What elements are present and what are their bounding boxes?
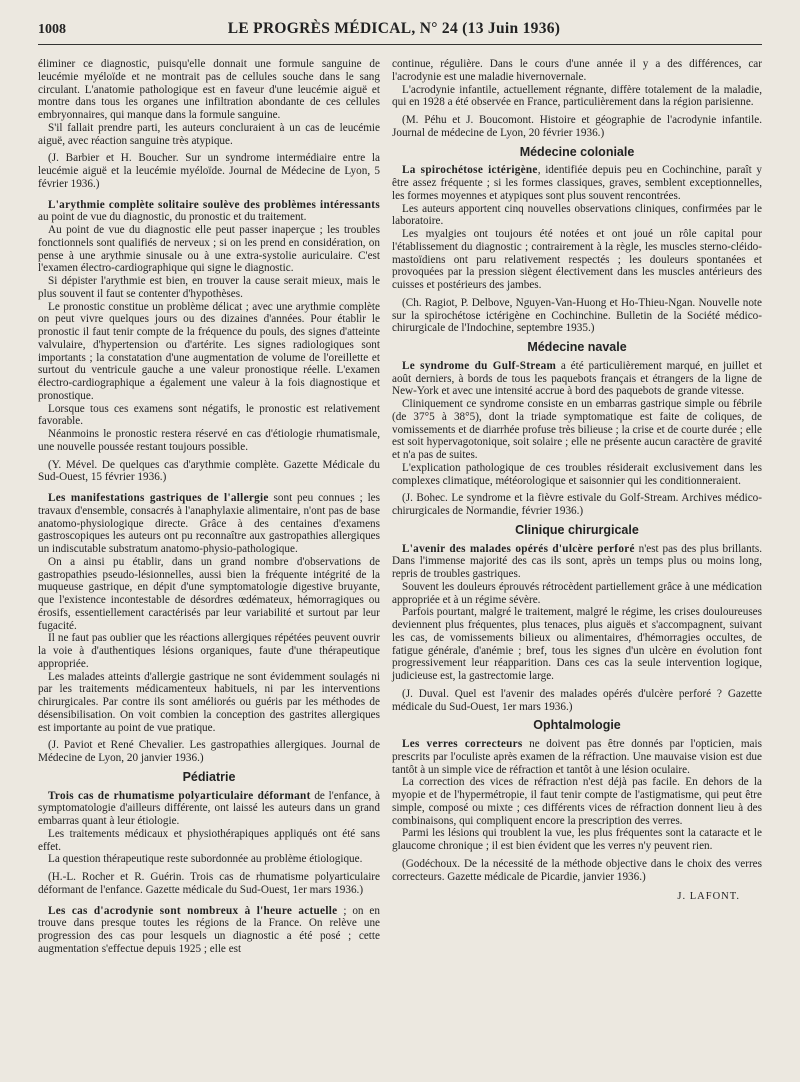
paragraph: Parmi les lésions qui troublent la vue, les plus fréquentes sont la cataracte et le glaucome chronique ; il est bien évident que les verres n'y peuvent rien.	[392, 827, 762, 852]
reference: (J. Duval. Quel est l'avenir des malades opérés d'ulcère perforé ? Gazette médicale du Sud-Ouest, 1er mars 1936.)	[392, 687, 762, 713]
journal-title: LE PROGRÈS MÉDICAL, N° 24 (13 Juin 1936)	[227, 20, 561, 37]
paragraph: L'explication pathologique de ces troubles résiderait exclusivement dans les complexes climatique, météorologique et saisonnier qui les conditionneraient.	[392, 461, 762, 487]
paragraph: Il ne faut pas oublier que les réactions allergiques répétées peuvent ouvrir la voie à d'authentiques lésions organiques, faute d'une thérapeutique appropriée.	[38, 632, 380, 670]
article-verres: Les verres correcteurs ne doivent pas être donnés par l'opticien, mais prescrits par l'oculiste après examen de la réfraction. Une mauvaise vision est due tantôt à un simple vice de réfraction et tantôt à une lésion oculaire.	[392, 738, 762, 776]
page-header	[38, 20, 762, 40]
paragraph: éliminer ce diagnostic, puisqu'elle donnait une formule sanguine de leucémie myéloïde et ne montrait pas de cellules souche dans le sang circulant. L'anatomie pathologique est en faveur d'une leucémie aiguë et montre dans tous les organes une infiltration abondante de ces cellules embryonnaires, qui manque dans la formule sanguine.	[38, 58, 380, 121]
paragraph: Le pronostic constitue un problème délicat ; avec une arythmie complète on peut vivre quelques jours ou des dizaines d'années. Pour établir le pronostic il faut tenir compte de la fréquence du pouls, des signes d'atteinte valvulaire, d'hypertension ou d'artérite. Les signes radiologiques sont importants ; la constatation d'une augmentation de volume de l'oreillette et surtout du ventricule gauche a une valeur pronostique réelle. L'examen électro-cardiographique a également une valeur à la fois diagnostique et pronostique.	[38, 300, 380, 402]
article-lead: Le syndrome du Gulf-Stream	[402, 359, 557, 372]
reference: (Godéchoux. De la nécessité de la méthode objective dans le choix des verres correcteurs. Gazette médicale de Picardie, janvier 1936.)	[392, 857, 762, 883]
right-column	[392, 58, 762, 904]
article-lead: L'avenir des malades opérés d'ulcère perforé	[402, 542, 635, 555]
paragraph: S'il fallait prendre parti, les auteurs concluraient à un cas de leucémie aiguë, avec réaction sanguine très atypique.	[38, 121, 380, 147]
section-heading-navale: Médecine navale	[527, 340, 627, 354]
section-heading-clinique: Clinique chirurgicale	[515, 522, 639, 537]
paragraph: Au point de vue du diagnostic elle peut passer inaperçue ; les troubles fonctionnels sont qualifiés de nerveux ; si on les prend en considération, on pense à une arythmie sinusale ou à une extra-systolie auriculaire. C'est l'examen électro-cardiographique qui signe le diagnostic.	[38, 224, 380, 275]
paragraph: Néanmoins le pronostic restera réservé en cas d'étiologie rhumatismale, une nouvelle poussée restant toujours possible.	[38, 428, 380, 453]
reference: (H.-L. Rocher et R. Guérin. Trois cas de rhumatisme polyarticulaire déformant de l'enfance. Gazette médicale du Sud-Ouest, 1er mars 1936.)	[38, 871, 380, 896]
article-gastro: Les manifestations gastriques de l'allergie sont peu connues ; les travaux d'ensemble, consacrés à l'anaphylaxie alimentaire, n'ont pas de base anatomo-physiologique directe. Grâce à des centaines d'examens gastroscopiques les auteurs ont pu reconnaître aux gastropathies allergiques un indiscutable substratum anatomo-physio-pathologique.	[38, 492, 380, 555]
article-gulf-stream: Le syndrome du Gulf-Stream a été particulièrement marqué, en juillet et août derniers, à bords de tous les paquebots français et étrangers de la ligne de New-York et avec une intensité accrue à bord des paquebots de grande vitesse.	[392, 359, 763, 398]
article-lead: Les cas d'acrodynie sont nombreux à l'heure actuelle	[48, 904, 338, 917]
reference: (J. Paviot et René Chevalier. Les gastropathies allergiques. Journal de Médecine de Lyon, 20 janvier 1936.)	[38, 739, 380, 764]
section-heading-ophtalmologie: Ophtalmologie	[533, 718, 621, 733]
paragraph: continue, régulière. Dans le cours d'une année il y a des différences, car l'acrodynie est une maladie hivernovernale.	[392, 58, 762, 83]
paragraph: Les myalgies ont toujours été notées et ont joué un rôle capital pour l'établissement du diagnostic ; contrairement à la règle, les muscles sterno-cléido-mastoïdiens ont paru relativement respectés ; les douleurs spontanées et provoquées par la pression siègent électivement dans les muscles antérieurs des cuisses et postérieurs des jambes.	[392, 228, 762, 291]
paragraph: Les auteurs apportent cinq nouvelles observations cliniques, confirmées par le laboratoire.	[392, 202, 762, 228]
section-heading-pediatrie: Pédiatrie	[182, 769, 236, 784]
article-acrodynie: Les cas d'acrodynie sont nombreux à l'heure actuelle ; on en trouve dans presque toutes les régions de la France. On relève une progression des cas pour lesquels un diagnostic a été posé ; cette augmentation s'effectue depuis 1925 ; elle est	[38, 904, 380, 955]
article-lead: Les manifestations gastriques de l'allergie	[48, 492, 269, 504]
paragraph: On a ainsi pu établir, dans un grand nombre d'observations de gastropathies pseudo-lésionnelles, aussi bien la fréquente intégrité de la muqueuse gastrique, en dépit d'une symptomatologie digestive bruyante, que l'existence incontestable de désordres œdémateux, hémorragiques ou érosifs, essentiellement caractérisés par leur variabilité et surtout par leur fugacité.	[38, 555, 380, 632]
article-arythmie: L'arythmie complète solitaire soulève des problèmes intéressants au point de vue du diagnostic, du pronostic et du traitement.	[38, 198, 380, 224]
paragraph: Souvent les douleurs éprouvés rétrocèdent partiellement grâce à une médication appropriée et à un régime sévère.	[392, 580, 762, 606]
article-spirochetose: La spirochétose ictérigène, identifiée depuis peu en Cochinchine, paraît y être assez fréquente ; si les formes classiques, graves, semblent exceptionnelles, les formes moyennes et atypiques sont plus souvent rencontrées.	[392, 164, 762, 202]
reference: (M. Péhu et J. Boucomont. Histoire et géographie de l'acrodynie infantile. Journal de médecine de Lyon, 20 février 1936.)	[392, 114, 762, 139]
author-signature: J. LAFONT.	[677, 891, 740, 903]
article-ulcere: L'avenir des malades opérés d'ulcère perforé n'est pas des plus brillants. Dans l'immense majorité des cas ils sont, après un temps plus ou moins long, repris de troubles gastriques.	[392, 542, 762, 580]
article-lead: Les verres correcteurs	[402, 738, 523, 750]
left-column	[38, 58, 380, 956]
paragraph: La correction des vices de réfraction n'est déjà pas facile. En dehors de la myopie et de l'hypermétropie, il faut tenir compte de l'astigmatisme, qui peut être simple, composé ou mixte ; ces différents vices de réfraction donnent lieu à des combinaisons, qui compliquent encore la prescription des verres.	[392, 776, 762, 827]
article-rhumatisme: Trois cas de rhumatisme polyarticulaire déformant de l'enfance, à symptomatologie d'ailleurs différente, ont laissé les auteurs dans un grand embarras quant à leur étiologie.	[38, 789, 380, 827]
paragraph: L'acrodynie infantile, actuellement régnante, diffère totalement de la maladie, qui en 1928 a été observée en France, particulièrement dans la région parisienne.	[392, 83, 762, 109]
paragraph: Les malades atteints d'allergie gastrique ne sont évidemment soulagés ni par les traitements médicamenteux habituels, ni par les interventions chirurgicales. Par contre ils sont améliorés ou guéris par les méthodes de désensibilisation. On voit combien la conception des gastrites allergiques est importante au point de vue pratique.	[38, 670, 380, 734]
section-heading-coloniale: Médecine coloniale	[519, 144, 635, 159]
paragraph: Parfois pourtant, malgré le traitement, malgré le régime, les crises douloureuses deviennent plus fréquentes, plus tenaces, plus aiguës et s'accompagnent, suivant les cas, de vomissements bilieux ou alimentaires, d'hémorragies occultes, de fatigue générale, d'anémie ; bref, tous les signes d'un ulcère en évolution font progressivement leur réapparition. Dans ces cas la seule intervention logique, judicieuse est, la gastrectomie large.	[392, 606, 762, 682]
article-lead: La spirochétose ictérigène	[402, 164, 538, 177]
page-number: 1008	[38, 22, 66, 37]
reference: (J. Barbier et H. Boucher. Sur un syndrome intermédiaire entre la leucémie aiguë et la leucémie myéloïde. Journal de Médecine de Lyon, 5 février 1936.)	[38, 152, 380, 190]
paragraph: Si dépister l'arythmie est bien, en trouver la cause serait mieux, mais le plus souvent il faut se contenter d'hypothèses.	[38, 275, 380, 300]
paragraph: Cliniquement ce syndrome consiste en un embarras gastrique simple ou fébrile (de 37°5 à 38°5), dont la triade symptomatique est faite de coliques, de vomissements et de diarrhée profuse très bilieuse ; la crise et de courte durée ; elle est soit hypervagotonique, soit solaire ; elle ne présente aucun caractère de gravité et n'a pas de suites.	[392, 398, 762, 461]
paragraph: Lorsque tous ces examens sont négatifs, le pronostic est relativement favorable.	[38, 402, 380, 428]
reference: (Y. Mével. De quelques cas d'arythmie complète. Gazette Médicale du Sud-Ouest, 15 février 1936.)	[38, 458, 380, 484]
header-rule	[38, 44, 762, 45]
reference: (Ch. Ragiot, P. Delbove, Nguyen-Van-Huong et Ho-Thieu-Ngan. Nouvelle note sur la spirochétose ictérigène en Cochinchine. Bulletin de la Société médico-chirurgicale de l'Indochine, septembre 1935.)	[392, 296, 762, 335]
paragraph: La question thérapeutique reste subordonnée au problème étiologique.	[48, 853, 363, 866]
paragraph: Les traitements médicaux et physiothérapiques appliqués ont été sans effet.	[38, 827, 380, 853]
article-lead: Trois cas de rhumatisme polyarticulaire déformant	[48, 789, 311, 802]
article-lead: L'arythmie complète solitaire soulève des problèmes intéressants	[48, 198, 380, 211]
reference: (J. Bohec. Le syndrome et la fièvre estivale du Golf-Stream. Archives médico-chirurgicales de Normandie, février 1936.)	[392, 492, 762, 517]
